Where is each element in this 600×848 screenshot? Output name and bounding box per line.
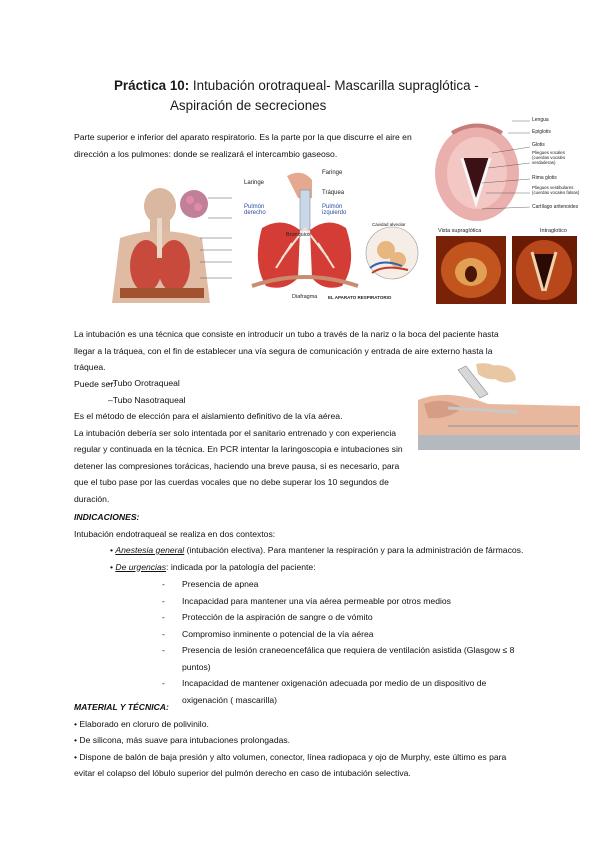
indicaciones-heading: INDICACIONES: — [74, 512, 140, 522]
intro-paragraph: Parte superior e inferior del aparato respiratorio. Es la parte por la que discurre el aire en dirección a los pulmones: donde se realizará el intercambio gaseoso. — [74, 132, 412, 159]
list-item: - Incapacidad para mantener una vía aérea permeable por otros medios — [162, 595, 451, 606]
larynx-photo-intraglottic — [512, 236, 577, 304]
indicaciones-section: INDICACIONES: Intubación endotraqueal se realiza en dos contextos: • Anestesia general (intubación electiva). Para mantener la respiración y para la administración de fármacos. • De urgencias: indicada por la patología del paciente: — [74, 509, 534, 575]
intubation-definition: La intubación es una técnica que consiste en introducir un tubo a través de la nariz o la boca del paciente hasta llegar a la tráquea, con el fin de establecer una vía segura de comunicación y entrada de aire externo hasta la tráquea. Puede ser: — [74, 329, 499, 389]
respiratory-system-illustration: Laringe Faringe Tráquea Pulmón derecho Pulmón izquierdo Bronquios Diafragma Cavidad alveolar EL APARATO RESPIRATORIO — [242, 168, 422, 303]
intubation-patient-illustration — [418, 360, 580, 450]
list-item: - Protección de la aspiración de sangre o de vómito — [162, 612, 373, 622]
caption-intraglotico: Intraglotico — [540, 228, 567, 234]
larynx-photo-supraglottic — [436, 236, 506, 304]
material-section — [74, 699, 524, 782]
material-heading: MATERIAL Y TÉCNICA: — [74, 702, 169, 712]
list-item: - Compromiso inminente o potencial de la vía aérea — [162, 628, 374, 639]
list-item: - Presencia de lesión craneoencefálica que requiera de ventilación asistida (Glasgow ≤ 8 puntos) — [162, 645, 515, 672]
intubation-types: –Tubo Orotraqueal –Tubo Nasotraqueal Es el método de elección para el aislamiento definitivo de la vía aérea. La intubación debería ser solo intentada por el sanitario entrenado y con experiencia regular y continuada en la técnica. En PCR intentar la laringoscopia e intubaciones sin detener las compresiones torácicas, haciendo una breve pausa, si es necesario, para que el tubo pase por las cuerdas vocales que no debe superar los 10 segundos de duración. — [74, 378, 403, 504]
larynx-diagram: Lengua Epiglotis Glotis Pliegues vocales (cuerdas vocales verdaderas) Rima glotis Pliegues vestibulares (cuerdas vocales falsas) Cartílago aritenoides — [432, 113, 582, 228]
urgency-list — [162, 576, 522, 708]
list-item: • Dispone de balón de baja presión y alto volumen, conector, línea radiopaca y ojo de Murphy, este último es para evitar el colapso del lóbulo superior del pulmón derecho en caso de intubación selectiva. — [74, 751, 507, 778]
list-item: • De silicona, más suave para intubaciones prolongadas. — [74, 735, 291, 745]
caption-supraglotica: Vista supraglótica — [438, 228, 482, 234]
list-item: - Incapacidad de mantener oxigenación adecuada por medio de un dispositivo de oxigenación ( mascarilla) — [162, 678, 487, 705]
list-item: - Presencia de apnea — [162, 579, 259, 589]
list-item: • Elaborado en cloruro de polivinilo. — [74, 718, 209, 729]
torso-illustration — [110, 188, 235, 303]
page-title: Práctica 10: Intubación orotraqueal- Mascarilla supraglótica - Aspiración de secreciones — [114, 78, 479, 113]
